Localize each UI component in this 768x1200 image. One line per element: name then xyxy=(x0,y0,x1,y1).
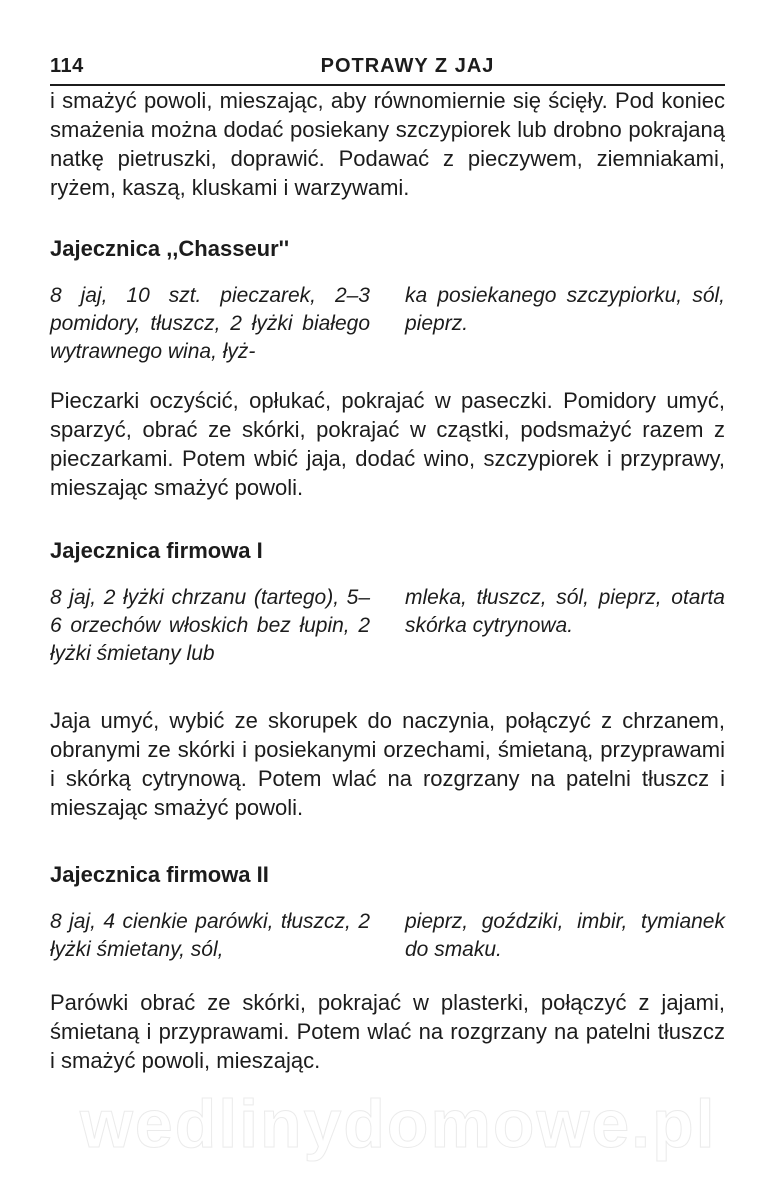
ingredients-column-right: ka posiekanego szczypiorku, sól, pieprz. xyxy=(405,284,725,335)
ingredients-list xyxy=(50,282,725,366)
recipe-method: Parówki obrać ze skórki, pokrajać w plasterki, połączyć z jajami, śmietaną i przyprawami. Potem wlać na rozgrzany na patelni tłuszcz i smażyć powoli, mieszając. xyxy=(50,990,725,1073)
ingredients-column-right: pieprz, goździki, imbir, tymianek do smaku. xyxy=(405,910,725,961)
intro-paragraph: i smażyć powoli, mieszając, aby równomiernie się ścięły. Pod koniec smażenia można dodać posiekany szczypiorek lub drobno pokrajaną natkę pietruszki, doprawić. Podawać z pieczywem, ziemniakami, ryżem, kaszą, kluskami i warzywami. xyxy=(50,88,725,200)
ingredients-column-left: 8 jaj, 10 szt. pieczarek, 2–3 pomidory, tłuszcz, 2 łyżki białego wytrawnego wina, łyż- xyxy=(50,284,370,363)
recipe-firmowa-1 xyxy=(50,538,725,822)
recipe-firmowa-2 xyxy=(50,862,725,1075)
ingredients-list xyxy=(50,584,725,668)
ingredients-column-left: 8 jaj, 2 łyżki chrzanu (tartego), 5–6 orzechów włoskich bez łupin, 2 łyżki śmietany lub xyxy=(50,586,370,665)
recipe-title: Jajecznica firmowa II xyxy=(50,862,269,887)
book-page xyxy=(50,55,725,1075)
ingredients-list xyxy=(50,908,725,964)
recipe-method: Jaja umyć, wybić ze skorupek do naczynia, połączyć z chrzanem, obranymi ze skórki i posiekanymi orzechami, śmietaną, przyprawami i skórką cytrynową. Potem wlać na rozgrzany na patelni tłuszcz i mieszając smażyć powoli. xyxy=(50,708,725,820)
page-number: 114 xyxy=(50,55,84,77)
recipe-title: Jajecznica firmowa I xyxy=(50,538,263,563)
recipe-method: Pieczarki oczyścić, opłukać, pokrajać w paseczki. Pomidory umyć, sparzyć, obrać ze skórki, pokrajać w cząstki, podsmażyć razem z pieczarkami. Potem wbić jaja, dodać wino, szczypiorek i przyprawy, mieszając smażyć powoli. xyxy=(50,388,725,500)
page-header xyxy=(50,55,725,86)
ingredients-column-left: 8 jaj, 4 cienkie parówki, tłuszcz, 2 łyżki śmietany, sól, xyxy=(50,910,370,961)
watermark: wedlinydomowe.pl xyxy=(80,1086,717,1162)
ingredients-column-right: mleka, tłuszcz, sól, pieprz, otarta skórka cytrynowa. xyxy=(405,586,725,637)
recipe-title: Jajecznica ,,Chasseur'' xyxy=(50,236,290,261)
recipe-chasseur xyxy=(50,236,725,502)
running-title: POTRAWY Z JAJ xyxy=(320,55,495,77)
